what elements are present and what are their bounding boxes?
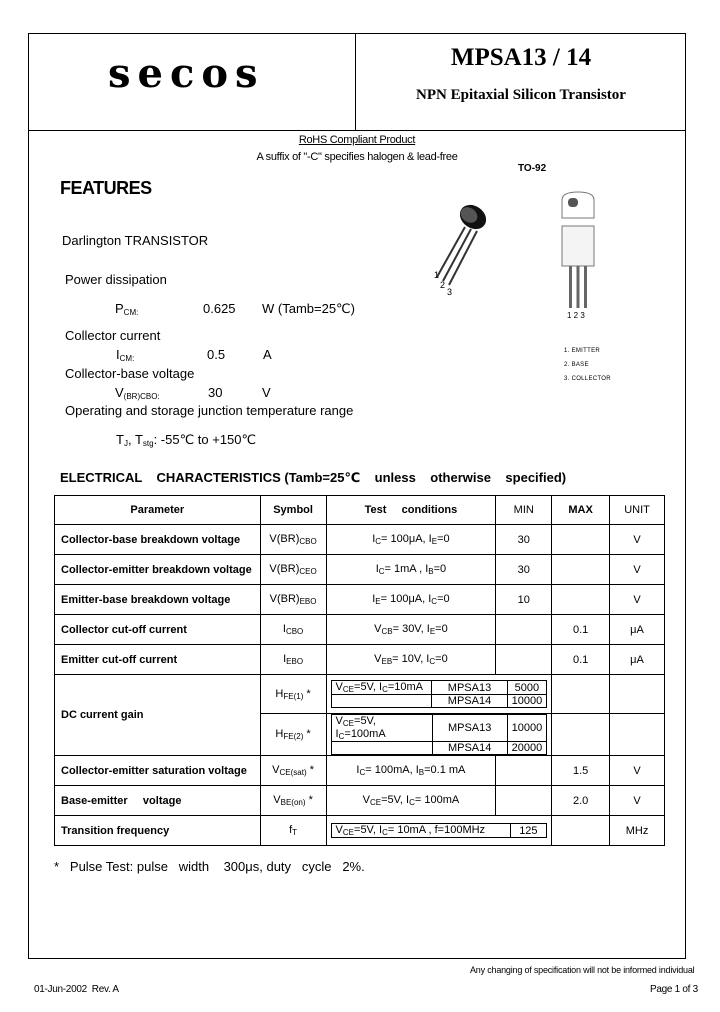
collector-current-label: Collector current: [65, 328, 161, 343]
max-cell: 2.0: [552, 786, 610, 816]
icm-unit: A: [263, 347, 272, 362]
gain-model: MPSA14: [432, 742, 507, 755]
header-divider: [28, 130, 686, 131]
temperature-range: $T_J$, $T_{stg}$: -55℃ to +150℃: [116, 432, 257, 448]
gain-min: 5000: [507, 681, 547, 695]
vcbo-symbol: $V_{(BR)CBO:}$: [115, 385, 160, 401]
to92-front-drawing: [556, 190, 600, 312]
condition-cell: [326, 675, 552, 714]
gain-min: 10000: [507, 715, 547, 742]
electrical-heading: ELECTRICAL CHARACTERISTICS (Tamb=25℃ unless otherwise specified): [60, 470, 567, 485]
pin-label-1: 1: [434, 270, 440, 280]
ft-min: 125: [510, 824, 547, 838]
param-cell: Collector-emitter breakdown voltage: [55, 555, 261, 585]
table-row-dc-gain-1: [55, 675, 665, 714]
param-cell: Emitter cut-off current: [55, 645, 261, 675]
condition-cell: $I_C= 1mA$ , $I_B=0$: [326, 555, 496, 585]
symbol-cell: $V(BR)_{CBO}$: [260, 525, 326, 555]
max-cell: [552, 585, 610, 615]
min-cell: [496, 756, 552, 786]
darlington-text: Darlington TRANSISTOR: [62, 233, 209, 248]
table-row: [55, 555, 665, 585]
table-row: [55, 756, 665, 786]
param-cell: Emitter-base breakdown voltage: [55, 585, 261, 615]
condition-cell: $V_{CE}=5V$, $I_C= 100mA$: [326, 786, 496, 816]
symbol-cell: $H_{FE(1)}$ *: [260, 675, 326, 714]
max-cell: [552, 555, 610, 585]
param-cell: Collector cut-off current: [55, 615, 261, 645]
symbol-cell: $V(BR)_{CEO}$: [260, 555, 326, 585]
table-row: [55, 645, 665, 675]
param-cell: Collector-emitter saturation voltage: [55, 756, 261, 786]
table-row: [55, 615, 665, 645]
condition-cell: $V_{EB}= 10V$, $I_C=0$: [326, 645, 496, 675]
unit-cell: MHz: [610, 816, 665, 846]
max-cell: 1.5: [552, 756, 610, 786]
min-cell: [496, 645, 552, 675]
max-cell: [552, 525, 610, 555]
model-title: MPSA13 / 14: [450, 44, 592, 71]
unit-cell: [610, 714, 665, 756]
power-dissipation-label: Power dissipation: [65, 272, 167, 287]
min-cell: 30: [496, 555, 552, 585]
pin-label-3: 3: [447, 287, 453, 297]
temperature-label: Operating and storage junction temperature range: [65, 403, 354, 418]
footer-page: Page 1 of 3: [650, 984, 698, 995]
condition-cell: [326, 714, 552, 756]
pin-legend-emitter: 1. EMITTER: [564, 348, 601, 354]
max-cell: [552, 675, 610, 714]
symbol-cell: $I_{CBO}$: [260, 615, 326, 645]
gain-subtable: [331, 680, 548, 708]
unit-cell: μA: [610, 615, 665, 645]
symbol-cell: $V_{BE(on)}$ *: [260, 786, 326, 816]
max-cell: [552, 714, 610, 756]
header-symbol: Symbol: [260, 496, 326, 525]
unit-cell: [610, 675, 665, 714]
pin-legend-collector: 3. COLLECTOR: [564, 376, 611, 382]
min-cell: [496, 615, 552, 645]
pin-label-2: 2: [440, 280, 446, 290]
pin-numbers-bottom: 1 2 3: [567, 311, 585, 320]
gain-subtable: [331, 714, 548, 755]
header-unit: UNIT: [610, 496, 665, 525]
min-cell: 30: [496, 525, 552, 555]
symbol-cell: $V(BR)_{EBO}$: [260, 585, 326, 615]
gain-model: MPSA13: [432, 681, 507, 695]
param-cell: Base-emitter voltage: [55, 786, 261, 816]
condition-cell: $I_E= 100\mu A$, $I_C=0$: [326, 585, 496, 615]
ft-condition: $V_{CE}=5V$, $I_C= 10mA$ , f=100MHz: [331, 824, 510, 838]
condition-cell: $V_{CB}= 30V$, $I_E=0$: [326, 615, 496, 645]
table-header-row: [55, 496, 665, 525]
header-min: MIN: [496, 496, 552, 525]
table-row: [55, 816, 665, 846]
symbol-cell: $f_T$: [260, 816, 326, 846]
symbol-cell: $I_{EBO}$: [260, 645, 326, 675]
unit-cell: V: [610, 756, 665, 786]
gain-model: MPSA13: [432, 715, 507, 742]
param-cell: Transition frequency: [55, 816, 261, 846]
unit-cell: V: [610, 585, 665, 615]
unit-cell: μA: [610, 645, 665, 675]
icm-symbol: $I_{CM:}$: [116, 347, 135, 363]
table-row: [55, 585, 665, 615]
max-cell: 0.1: [552, 645, 610, 675]
cb-voltage-label: Collector-base voltage: [65, 366, 195, 381]
transistor-front-icon: [562, 192, 594, 308]
vcbo-value: 30: [208, 385, 223, 400]
disclaimer-text: Any changing of specification will not be informed individual: [470, 965, 695, 975]
unit-cell: V: [610, 525, 665, 555]
secos-logo: secos: [108, 50, 265, 97]
gain-min: 20000: [507, 742, 547, 755]
footer-date: 01-Jun-2002 Rev. A: [34, 984, 119, 995]
param-cell: Collector-base breakdown voltage: [55, 525, 261, 555]
symbol-cell: $V_{CE(sat)}$ *: [260, 756, 326, 786]
gain-min: 10000: [507, 695, 547, 708]
electrical-characteristics-table: [54, 495, 665, 846]
header-max: MAX: [552, 496, 610, 525]
header-parameter: Parameter: [55, 496, 261, 525]
min-cell: 10: [496, 585, 552, 615]
features-heading: FEATURES: [60, 178, 152, 198]
pcm-symbol: $P_{CM:}$: [115, 301, 139, 317]
gain-condition: $V_{CE}=5V$, $I_C=10mA$: [331, 681, 432, 695]
icm-value: 0.5: [207, 347, 226, 362]
vcbo-unit: V: [262, 385, 271, 400]
pcm-unit: W (Tamb=25℃): [262, 301, 355, 316]
device-subtitle: NPN Epitaxial Silicon Transistor: [416, 87, 626, 103]
max-cell: 0.1: [552, 615, 610, 645]
condition-cell: [326, 816, 552, 846]
pulse-test-note: * Pulse Test: pulse width 300μs, duty cycle 2%.: [54, 859, 365, 874]
rohs-notice: RoHS Compliant Product: [298, 134, 416, 146]
param-cell: DC current gain: [55, 675, 261, 756]
to92-angled-drawing: [425, 195, 515, 295]
header-conditions: Test conditions: [326, 496, 496, 525]
table-row: [55, 525, 665, 555]
package-label: TO-92: [518, 163, 547, 174]
min-cell: [496, 786, 552, 816]
gain-model: MPSA14: [432, 695, 507, 708]
pcm-value: 0.625: [203, 301, 236, 316]
condition-cell: $I_C= 100mA$, $I_B=0.1$ mA: [326, 756, 496, 786]
gain-condition: $V_{CE}=5V$, $I_C=100mA$: [331, 715, 432, 742]
transistor-body-icon: [437, 200, 491, 285]
unit-cell: V: [610, 786, 665, 816]
table-row: [55, 786, 665, 816]
suffix-notice: A suffix of "-C" specifies halogen & lead-free: [256, 151, 458, 163]
max-cell: [552, 816, 610, 846]
condition-cell: $I_C= 100\mu A$, $I_E=0$: [326, 525, 496, 555]
pin-legend-base: 2. BASE: [564, 362, 589, 368]
unit-cell: V: [610, 555, 665, 585]
ft-subtable: [331, 823, 548, 838]
symbol-cell: $H_{FE(2)}$ *: [260, 714, 326, 756]
